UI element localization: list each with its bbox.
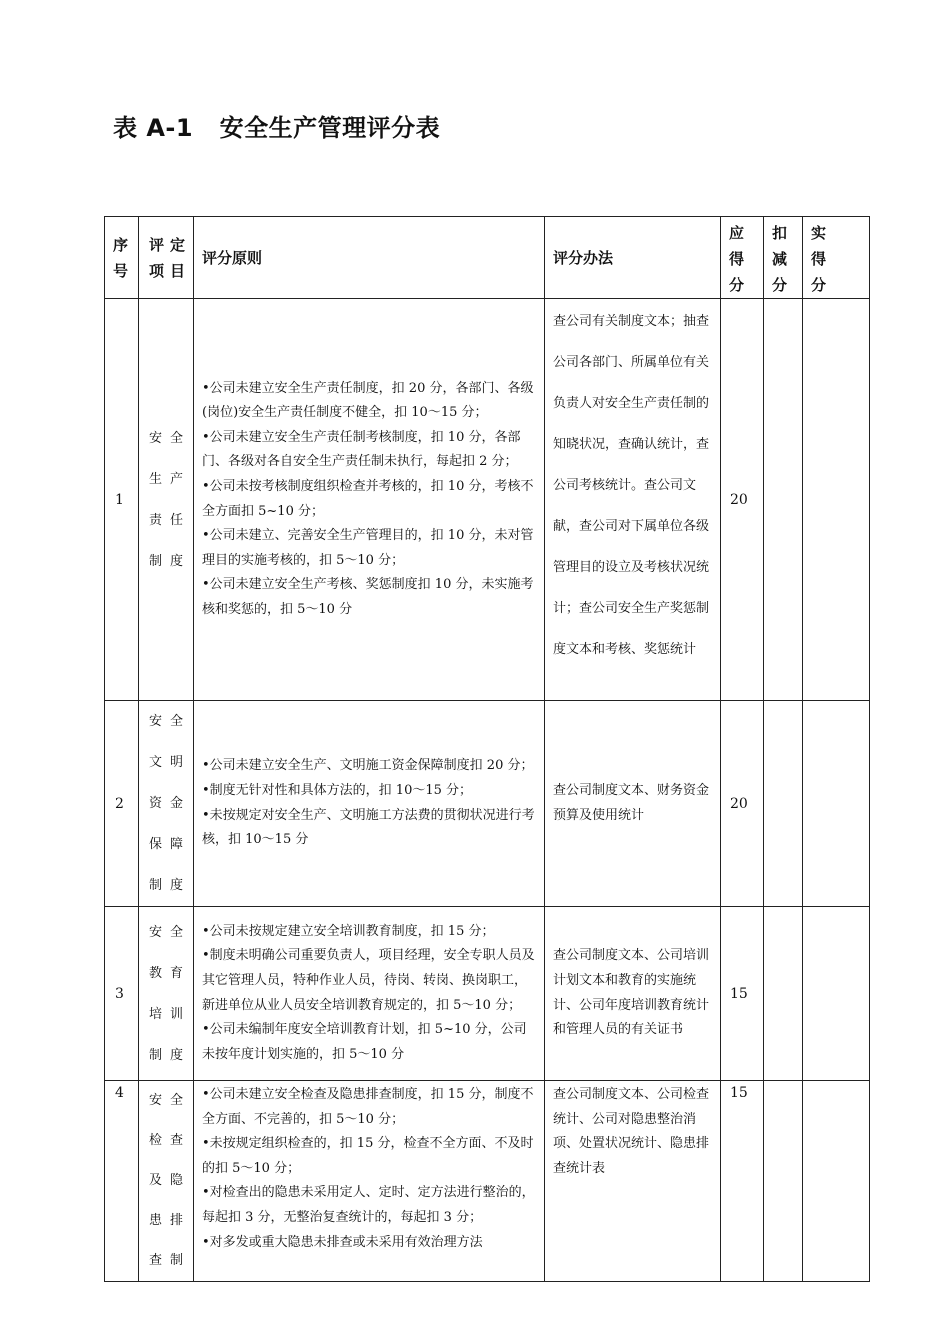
row-deduct-score (764, 701, 803, 907)
row-rules (194, 1081, 545, 1282)
row-deduct-score (764, 299, 803, 701)
row-rules (194, 701, 545, 907)
row-due-score: 15 (721, 1081, 764, 1282)
row-rules (194, 907, 545, 1081)
row-method: 查公司有关制度文本；抽查公司各部门、所属单位有关负责人对安全生产责任制的知晓状况，查确认统计，查公司考核统计。查公司文献，查公司对下属单位各级管理目的设立及考核状况统计；查公司安全生产奖惩制度文本和考核、奖惩统计 (545, 299, 721, 701)
row-deduct-score (764, 1081, 803, 1282)
table-row (105, 701, 870, 907)
rule-line: •公司未建立安全生产责任制度，扣 20 分，各部门、各级(岗位)安全生产责任制度不健全，扣 10～15 分； (202, 380, 534, 421)
row-actual-score (803, 701, 870, 907)
table-row (105, 1081, 870, 1282)
row-method: 查公司制度文本、公司培训计划文本和教育的实施统计、公司年度培训教育统计和管理人员的有关证书 (545, 907, 721, 1081)
row-method: 查公司制度文本、公司检查统计、公司对隐患整治消项、处置状况统计、隐患排查统计表 (545, 1081, 721, 1282)
rule-line: •公司未建立安全检查及隐患排查制度，扣 15 分，制度不全方面、不完善的，扣 5～10 分； (202, 1087, 534, 1127)
row-actual-score (803, 907, 870, 1081)
rule-line: •制度无针对性和具体方法的，扣 10～15 分； (202, 782, 473, 798)
page-title: 表 A-1 安全生产管理评分表 (113, 114, 441, 142)
header-seq: 序 号 (105, 217, 139, 299)
rule-line: •未按规定组织检查的，扣 15 分，检查不全方面、不及时的扣 5～10 分； (202, 1136, 534, 1176)
row-due-score: 20 (721, 701, 764, 907)
header-rule: 评分原则 (194, 217, 545, 299)
rule-line: •对检查出的隐患未采用定人、定时、定方法进行整治的，每起扣 3 分，无整治复查统计的，每起扣 3 分； (202, 1185, 535, 1225)
rule-line: •制度未明确公司重要负责人，项目经理，安全专职人员及其它管理人员，特种作业人员，待岗、转岗、换岗职工，新进单位从业人员安全培训教育规定的，扣 5～10 分； (202, 948, 535, 1013)
rule-line: •公司未按考核制度组织检查并考核的，扣 10 分，考核不全方面扣 5~10 分； (202, 478, 534, 519)
header-due: 应 得 分 (721, 217, 764, 299)
row-item: 安全教育培训制度 (139, 907, 194, 1081)
rule-line: •公司未按规定建立安全培训教育制度，扣 15 分； (202, 923, 495, 939)
table-header-row (105, 217, 870, 299)
rule-line: •公司未建立安全生产考核、奖惩制度扣 10 分，未实施考核和奖惩的，扣 5～10 分 (202, 577, 534, 617)
row-seq: 1 (105, 299, 139, 701)
table-row (105, 299, 870, 701)
row-method: 查公司制度文本、财务资金预算及使用统计 (545, 701, 721, 907)
row-deduct-score (764, 907, 803, 1081)
header-method: 评分办法 (545, 217, 721, 299)
rule-line: •未按规定对安全生产、文明施工方法费的贯彻状况进行考核，扣 10～15 分 (202, 807, 535, 848)
header-item: 评定 项目 (139, 217, 194, 299)
rule-line: •公司未建立、完善安全生产管理目的，扣 10 分，未对管理目的实施考核的，扣 5～10 分； (202, 528, 534, 568)
rule-line: •对多发或重大隐患未排查或未采用有效治理方法 (202, 1234, 483, 1250)
row-actual-score (803, 299, 870, 701)
row-item: 安全生产责任制度 (139, 299, 194, 701)
header-deduct: 扣 减 分 (764, 217, 803, 299)
row-seq: 3 (105, 907, 139, 1081)
score-table (104, 216, 870, 1282)
rule-line: •公司未编制年度安全培训教育计划，扣 5~10 分，公司未按年度计划实施的，扣 5～10 分 (202, 1022, 527, 1062)
row-seq: 4 (105, 1081, 139, 1282)
row-seq: 2 (105, 701, 139, 907)
row-due-score: 15 (721, 907, 764, 1081)
row-rules (194, 299, 545, 701)
table-row (105, 907, 870, 1081)
rule-line: •公司未建立安全生产、文明施工资金保障制度扣 20 分； (202, 758, 534, 774)
header-actual: 实 得 分 (803, 217, 870, 299)
row-actual-score (803, 1081, 870, 1282)
row-due-score: 20 (721, 299, 764, 701)
row-item: 安全检查及隐患排查制 (139, 1081, 194, 1282)
rule-line: •公司未建立安全生产责任制考核制度，扣 10 分，各部门、各级对各自安全生产责任制未执行，每起扣 2 分； (202, 429, 521, 470)
row-item: 安全文明资金保障制度 (139, 701, 194, 907)
